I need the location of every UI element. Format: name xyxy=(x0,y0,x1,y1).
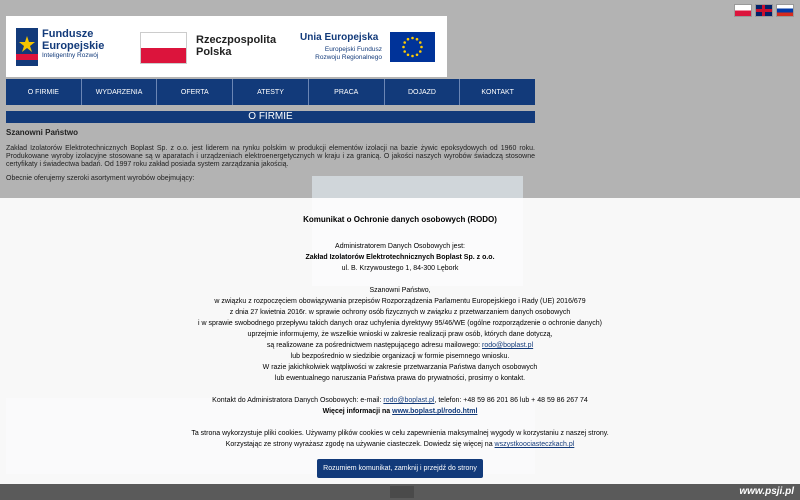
ue-title: Unia Europejska xyxy=(300,32,379,43)
unia-europejska-logo xyxy=(300,32,440,68)
rodo-cookies-link[interactable]: wszystkoociasteczkach.pl xyxy=(494,441,575,448)
psji-logo[interactable]: www.psji.pl xyxy=(739,486,794,497)
rodo-cookies-2 xyxy=(0,439,800,450)
nav-wydarzenia[interactable]: WYDARZENIA xyxy=(82,79,158,105)
rodo-line-5-text: są realizowane za pośrednictwem następującego adresu mailowego: xyxy=(266,342,481,349)
content-paragraph-2: Obecnie oferujemy szeroki asortyment wyrobów obejmujący: xyxy=(6,175,195,182)
rzeczpospolita-logo xyxy=(140,32,300,62)
rodo-email-link-1[interactable]: rodo@boplast.pl xyxy=(482,342,534,349)
rodo-line-3: i w sprawie swobodnego przepływu takich danych oraz uchylenia dyrektywy 95/46/WE (ogólne rozporządzenie o ochronie danych) xyxy=(198,320,602,327)
rp-title: Rzeczpospolita Polska xyxy=(196,34,277,58)
rodo-dialog xyxy=(0,198,800,478)
nav-kontakt[interactable]: KONTAKT xyxy=(481,88,514,96)
language-flags xyxy=(734,4,794,17)
rodo-line-5 xyxy=(0,340,800,351)
rodo-line-4: uprzejmie informujemy, że wszelkie wnioski w zakresie realizacji praw osób, których dane dotyczą, xyxy=(247,331,553,338)
rodo-greeting: Szanowni Państwo, xyxy=(369,287,431,294)
rodo-address: ul. B. Krzywoustego 1, 84-300 Lębork xyxy=(341,265,459,272)
nav-o-firmie[interactable]: O FIRMIE xyxy=(6,79,82,105)
rodo-more-link[interactable]: www.boplast.pl/rodo.html xyxy=(392,408,478,415)
logo-bar xyxy=(6,16,447,77)
rodo-line-7: W razie jakichkolwiek wątpliwości w zakresie przetwarzania Państwa danych osobowych xyxy=(262,364,538,371)
rodo-cookies-2-text: Korzystając ze strony wyrażasz zgodę na używanie ciasteczek. Dowiedz się więcej na xyxy=(225,441,493,448)
flag-ru-icon[interactable] xyxy=(776,4,794,17)
rodo-title: Komunikat o Ochronie danych osobowych (RODO) xyxy=(303,215,497,224)
rodo-more-prefix: Więcej informacji na xyxy=(322,408,391,415)
rodo-cookies-1: Ta strona wykorzystuje pliki cookies. Używamy plików cookies w celu zapewnienia maksymalnej wygody w korzystaniu z naszej strony. xyxy=(191,430,609,437)
fe-star-icon xyxy=(16,28,38,66)
fe-title: Fundusze Europejskie xyxy=(42,28,105,52)
fe-subtitle: Inteligentny Rozwój xyxy=(42,52,99,59)
accept-rodo-button[interactable]: Rozumiem komunikat, zamknij i przejdź do strony xyxy=(317,459,483,478)
nav-oferta[interactable]: OFERTA xyxy=(157,79,233,105)
nav-dojazd[interactable]: DOJAZD xyxy=(385,79,461,105)
rodo-more xyxy=(0,406,800,417)
scroll-handle[interactable] xyxy=(390,486,414,498)
rodo-contact-prefix: Kontakt do Administratora Danych Osobowych: e-mail: xyxy=(212,397,382,404)
content-paragraph-1: Zakład Izolatorów Elektrotechnicznych Boplast Sp. z o.o. jest liderem na rynku polskim w produkcji elementów izolacji na bazie żywic epoksydowych od 1960 roku. Produkowane wyroby izolacyjne stosowane są w aparatach i urządzeniach elektroenergetycznych w kraju i za granicą. O jakości naszych wyrobów świadczą stosowne certyfikaty i świadectwa badań. Od 1997 roku zakład posiada system zarządzania jakością. xyxy=(6,145,535,168)
rodo-line-6: lub bezpośrednio w siedzibie organizacji w formie pisemnego wniosku. xyxy=(290,353,510,360)
rodo-email-link-2[interactable]: rodo@boplast.pl xyxy=(383,397,435,404)
rodo-line-8: lub ewentualnego naruszania Państwa prawa do prywatności, prosimy o kontakt. xyxy=(274,375,526,382)
rodo-admin-line: Administratorem Danych Osobowych jest: xyxy=(335,243,465,250)
flag-en-icon[interactable] xyxy=(755,4,773,17)
rodo-line-2: z dnia 27 kwietnia 2016r. w sprawie ochrony osób fizycznych w związku z przetwarzaniem danych osobowych xyxy=(229,309,571,316)
rodo-contact-suffix: , telefon: +48 59 86 201 86 lub + 48 59 86 267 74 xyxy=(434,397,588,404)
rodo-overlay xyxy=(0,198,800,484)
rodo-company: Zakład Izolatorów Elektrotechnicznych Boplast Sp. z o.o. xyxy=(305,254,495,261)
eu-flag-icon xyxy=(390,32,435,62)
main-content xyxy=(6,123,535,183)
section-title: O FIRMIE xyxy=(6,111,535,123)
nav-praca[interactable]: PRACA xyxy=(309,79,385,105)
page xyxy=(6,16,535,189)
poland-flag-icon xyxy=(140,32,187,64)
fundusze-europejskie-logo xyxy=(16,26,136,68)
ue-subtitle: Europejski Fundusz Rozwoju Regionalnego xyxy=(315,46,382,61)
main-nav xyxy=(6,79,535,105)
rodo-line-1: w związku z rozpoczęciem obowiązywania przepisów Rozporządzenia Parlamentu Europejskiego i Rady (UE) 2016/679 xyxy=(214,298,586,305)
content-heading: Szanowni Państwo xyxy=(6,128,79,137)
rodo-contact xyxy=(0,395,800,406)
flag-pl-icon[interactable] xyxy=(734,4,752,17)
nav-atesty[interactable]: ATESTY xyxy=(233,79,309,105)
